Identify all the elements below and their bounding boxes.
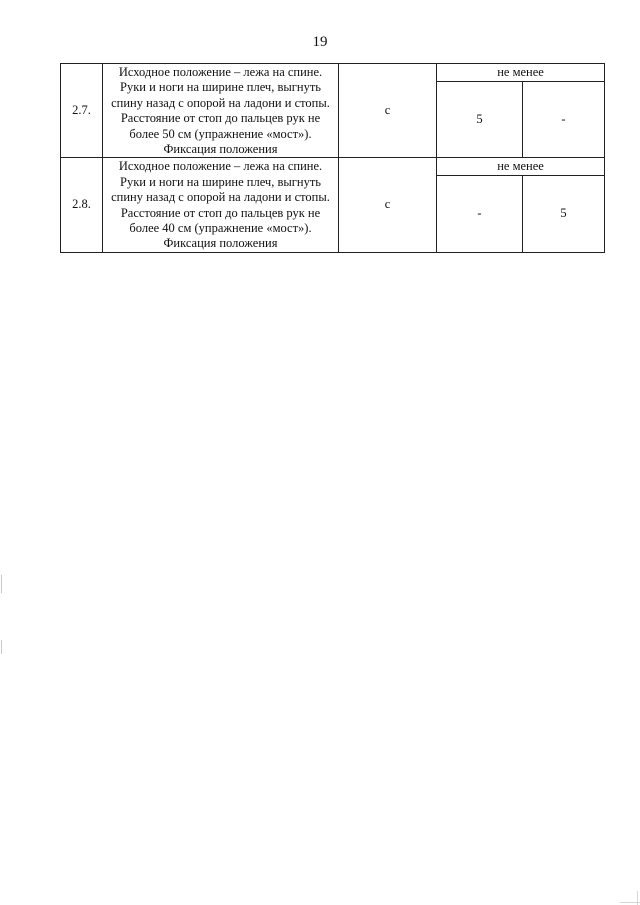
description-line: Расстояние от стоп до пальцев рук не — [120, 205, 321, 220]
description-line: более 40 см (упражнение «мост»). — [129, 221, 312, 236]
min-header: не менее — [437, 158, 605, 176]
description-line: спину назад с опорой на ладони и стопы. — [111, 190, 330, 205]
standards-table — [60, 63, 605, 253]
scan-edge-mark — [1, 640, 2, 654]
description-line: более 50 см (упражнение «мост»). — [129, 126, 312, 141]
description-line: Руки и ноги на ширине плеч, выгнуть — [120, 174, 321, 189]
value-cell-left: 5 — [437, 81, 523, 158]
value-cell-left: - — [437, 175, 523, 252]
exercise-description — [103, 64, 339, 158]
description-line: Руки и ноги на ширине плеч, выгнуть — [120, 80, 321, 95]
table-row — [61, 158, 605, 176]
description-line: спину назад с опорой на ладони и стопы. — [111, 95, 330, 110]
description-line: Фиксация положения — [163, 142, 278, 157]
exercise-description — [103, 158, 339, 252]
description-line: Исходное положение – лежа на спине. — [118, 65, 323, 79]
unit-cell: с — [339, 64, 437, 158]
description-line: Исходное положение – лежа на спине. — [118, 159, 323, 174]
table-row — [61, 64, 605, 82]
row-number: 2.7. — [61, 64, 103, 158]
page-number: 19 — [312, 34, 328, 50]
description-line: Фиксация положения — [163, 236, 278, 251]
value-cell-right: - — [523, 81, 605, 158]
unit-cell: с — [339, 158, 437, 252]
description-line: Расстояние от стоп до пальцев рук не — [120, 111, 321, 126]
row-number: 2.8. — [61, 158, 103, 252]
value-cell-right: 5 — [523, 175, 605, 252]
scan-corner-line — [620, 902, 640, 903]
scan-edge-mark — [1, 575, 2, 593]
min-header: не менее — [437, 64, 605, 82]
